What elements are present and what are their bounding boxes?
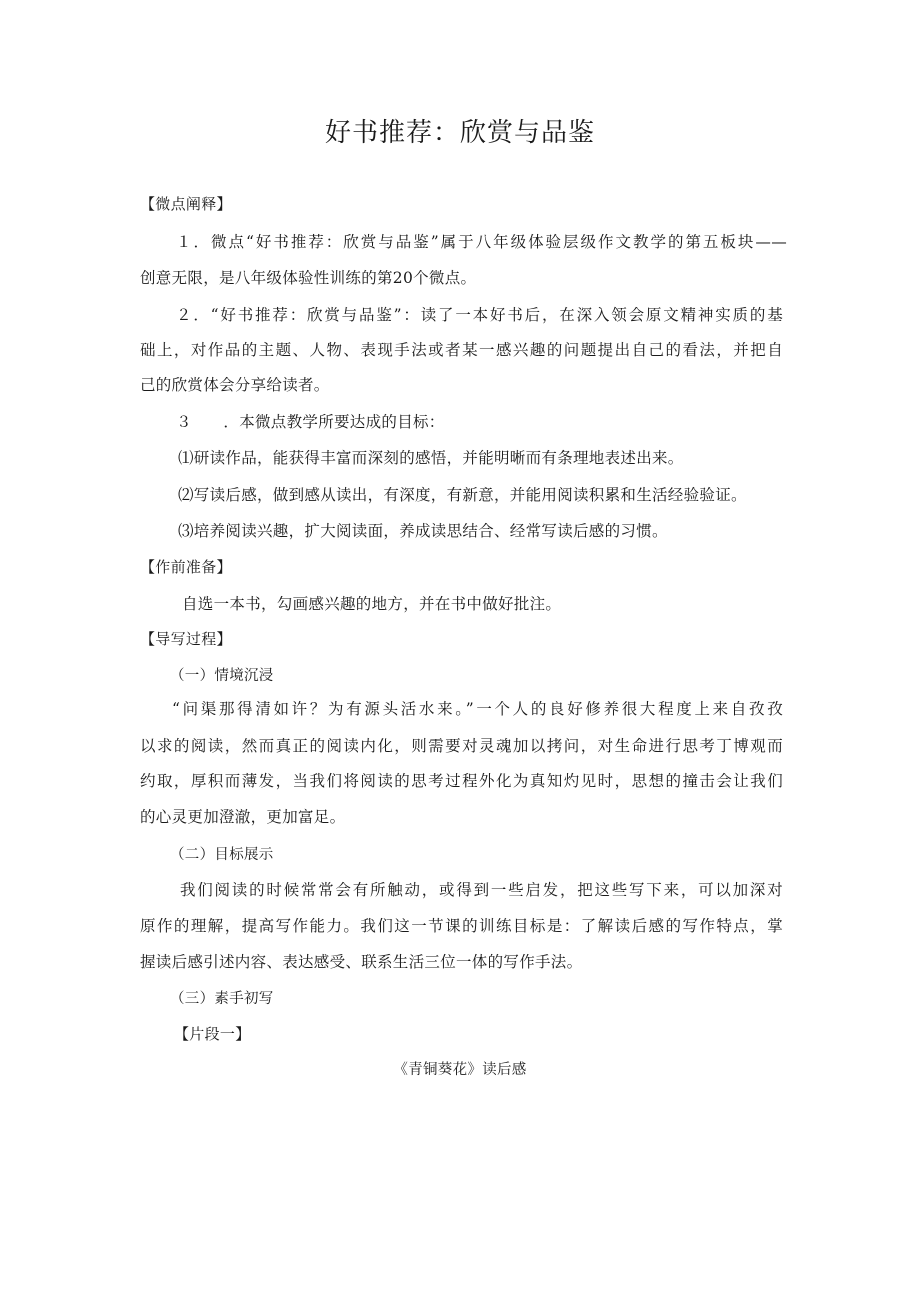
goal-3: ⑶培养阅读兴趣，扩大阅读面，养成读思结合、经常写读后感的习惯。 <box>178 522 668 540</box>
section-heading-prep: 【作前准备】 <box>140 558 232 576</box>
section-heading-process: 【导写过程】 <box>140 630 232 648</box>
step-1-heading: （一）情境沉浸 <box>170 668 274 684</box>
step-2-line-1: 我们阅读的时候常常会有所触动，或得到一些启发，把这些写下来，可以加深对 <box>180 881 783 899</box>
paragraph-2-line-2: 础上，对作品的主题、人物、表现手法或者某一感兴趣的问题提出自己的看法，并把自 <box>140 341 783 359</box>
page-title: 好书推荐：欣赏与品鉴 <box>324 118 595 148</box>
step-2-line-2: 原作的理解，提高写作能力。我们这一节课的训练目标是：了解读后感的写作特点，掌 <box>140 917 783 935</box>
section-heading-explain: 【微点阐释】 <box>140 195 232 213</box>
goal-1: ⑴研读作品，能获得丰富而深刻的感悟，并能明晰而有条理地表述出来。 <box>178 449 684 467</box>
paragraph-3: ３ ．本微点教学所要达成的目标： <box>176 413 445 431</box>
prep-text: 自选一本书，勾画感兴趣的地方，并在书中做好批注。 <box>182 595 562 613</box>
fragment-heading: 【片段一】 <box>174 1025 251 1043</box>
paragraph-1-line-2: 创意无限，是八年级体验性训练的第20个微点。 <box>140 269 477 287</box>
step-2-line-3: 握读后感引述内容、表达感受、联系生活三位一体的写作手法。 <box>140 953 583 971</box>
step-1-line-1: “问渠那得清如许？为有源头活水来。”一个人的良好修养很大程度上来自孜孜 <box>172 700 783 718</box>
step-1-line-3: 约取，厚积而薄发，当我们将阅读的思考过程外化为真知灼见时，思想的撞击会让我们 <box>140 772 783 790</box>
goal-2: ⑵写读后感，做到感从读出，有深度，有新意，并能用阅读积累和生活经验验证。 <box>178 486 747 504</box>
step-1-line-2: 以求的阅读，然而真正的阅读内化，则需要对灵魂加以拷问，对生命进行思考丁博观而 <box>140 737 783 755</box>
essay-title: 《青铜葵花》读后感 <box>393 1062 527 1078</box>
step-3-heading: （三）素手初写 <box>170 991 274 1007</box>
paragraph-2-line-3: 己的欣赏体会分享给读者。 <box>140 376 330 394</box>
step-1-line-4: 的心灵更加澄澈，更加富足。 <box>140 808 346 826</box>
paragraph-1-line-1: １．微点“好书推荐：欣赏与品鉴”属于八年级体验层级作文教学的第五板块—— <box>176 233 787 251</box>
paragraph-2-line-1: ２．“好书推荐：欣赏与品鉴”：读了一本好书后，在深入领会原文精神实质的基 <box>176 306 783 324</box>
step-2-heading: （二）目标展示 <box>170 847 274 863</box>
